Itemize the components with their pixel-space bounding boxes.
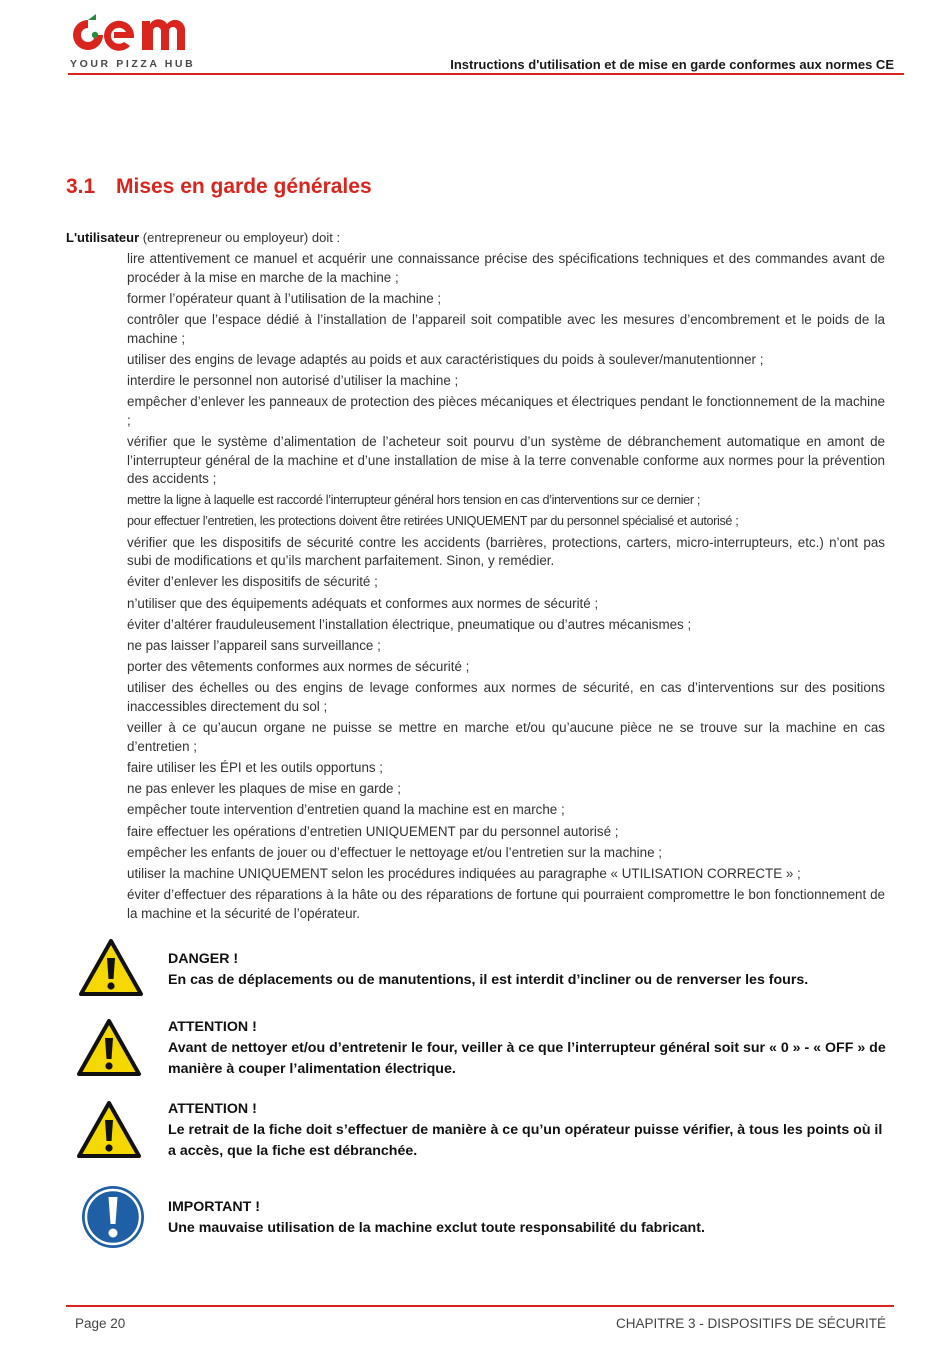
list-item: vérifier que les dispositifs de sécurité contre les accidents (barrières, protections, carters, micro-interrupteurs, etc.) n’ont pas subi de modifications et qu’ils marchent parfaitement. Sinon, y remédier. [127,534,885,569]
intro-rest: (entrepreneur ou employeur) doit : [139,230,341,245]
header-divider [68,73,904,75]
warning-title: IMPORTANT ! [168,1199,260,1215]
section-number: 3.1 [66,175,96,198]
list-item: interdire le personnel non autorisé d’utiliser la machine ; [127,372,459,388]
list-item: empêcher les enfants de jouer ou d’effectuer le nettoyage et/ou l’entretien sur la machine ; [127,844,662,860]
list-item: éviter d’altérer frauduleusement l’installation électrique, pneumatique ou d’autres mécanismes ; [127,616,692,632]
list-item: lire attentivement ce manuel et acquérir une connaissance précise des spécifications techniques et des commandes avant de procéder à la mise en marche de la machine ; [127,251,885,285]
list-item: vérifier que le système d’alimentation de l’acheteur soit pourvu d’un système de débranchement automatique en amont de l’interrupteur général de la machine et d’une installation de mise à la terre convenable conforme aux normes pour la prévention des accidents ; [127,433,885,487]
logo-tagline: YOUR PIZZA HUB [70,58,196,70]
duties-list [127,250,885,926]
section-heading [66,175,372,199]
list-item: ne pas enlever les plaques de mise en garde ; [127,781,401,797]
list-item: mettre la ligne à laquelle est raccordé l’interrupteur général hors tension en cas d’interventions sur ce dernier ; [127,493,700,508]
list-item: utiliser des échelles ou des engins de levage conformes aux normes de sécurité, en cas d’interventions sur des positions inaccessibles directement du sol ; [127,680,885,714]
warning-triangle-icon [76,1018,140,1076]
warning-title: ATTENTION ! [168,1019,257,1035]
list-item: ne pas laisser l’appareil sans surveillance ; [127,638,381,653]
list-item: porter des vêtements conformes aux normes de sécurité ; [127,659,470,675]
document-header-title: Instructions d'utilisation et de mise en garde conformes aux normes CE [450,57,894,72]
list-item: pour effectuer l’entretien, les protections doivent être retirées UNIQUEMENT par du personnel spécialisé et autorisé ; [127,514,739,529]
list-item: utiliser des engins de levage adaptés au poids et aux caractéristiques du poids à soulever/manutentionner ; [127,351,764,367]
warning-title: DANGER ! [168,951,239,967]
list-item: éviter d’enlever les dispositifs de sécurité ; [127,574,378,590]
warning-triangle-icon [78,938,142,996]
list-item: n’utiliser que des équipements adéquats et conformes aux normes de sécurité ; [127,595,599,611]
list-item: utiliser la machine UNIQUEMENT selon les procédures indiquées au paragraphe « UTILISATION CORRECTE » ; [127,865,801,881]
list-item: empêcher toute intervention d’entretien quand la machine est en marche ; [127,802,565,818]
warning-text: Avant de nettoyer et/ou d’entretenir le four, veiller à ce que l’interrupteur général soit sur « 0 » - « OFF » de manière à couper l’alimentation électrique. [168,1040,886,1077]
list-item: veiller à ce qu’aucun organe ne puisse se mettre en marche et/ou qu’aucune pièce ne se trouve sur la machine en cas d’entretien ; [127,720,885,754]
warning-triangle-icon [76,1100,140,1158]
list-item: empêcher d’enlever les panneaux de protection des pièces mécaniques et électriques pendant le fonctionnement de la machine ; [127,394,885,428]
brand-logo [68,12,208,74]
list-item: éviter d’effectuer des réparations à la hâte ou des réparations de fortune qui pourraient compromettre le bon fonctionnement de la machine et la sécurité de l’opérateur. [127,887,885,921]
section-title: Mises en garde générales [116,175,372,198]
warning-text: Le retrait de la fiche doit s’effectuer de manière à ce qu’un opérateur puisse vérifier, à tous les points où il a accès, que la fiche est débranchée. [168,1122,883,1159]
intro-line [66,230,340,245]
page-number: Page 20 [75,1316,126,1331]
important-notice [168,1197,888,1239]
warning-title: ATTENTION ! [168,1101,257,1117]
list-item: faire effectuer les opérations d’entretien UNIQUEMENT par du personnel autorisé ; [127,823,619,839]
danger-warning [168,949,888,991]
list-item: former l’opérateur quant à l’utilisation de la machine ; [127,290,442,306]
list-item: faire utiliser les ÉPI et les outils opportuns ; [127,759,384,775]
footer-divider [66,1305,894,1307]
chapter-title: CHAPITRE 3 - DISPOSITIFS DE SÉCURITÉ [615,1316,886,1331]
warning-text: En cas de déplacements ou de manutentions, il est interdit d’incliner ou de renverser les fours. [168,972,809,988]
attention-warning-plug [168,1099,888,1162]
warning-text: Une mauvaise utilisation de la machine exclut toute responsabilité du fabricant. [168,1220,705,1236]
attention-warning-switch [168,1017,888,1080]
list-item: contrôler que l’espace dédié à l’installation de l’appareil soit compatible avec les mesures d’encombrement et le poids de la machine ; [127,311,885,346]
intro-subject: L'utilisateur [66,230,140,245]
mandatory-exclamation-icon [80,1184,146,1250]
oem-logo-icon [68,12,208,58]
